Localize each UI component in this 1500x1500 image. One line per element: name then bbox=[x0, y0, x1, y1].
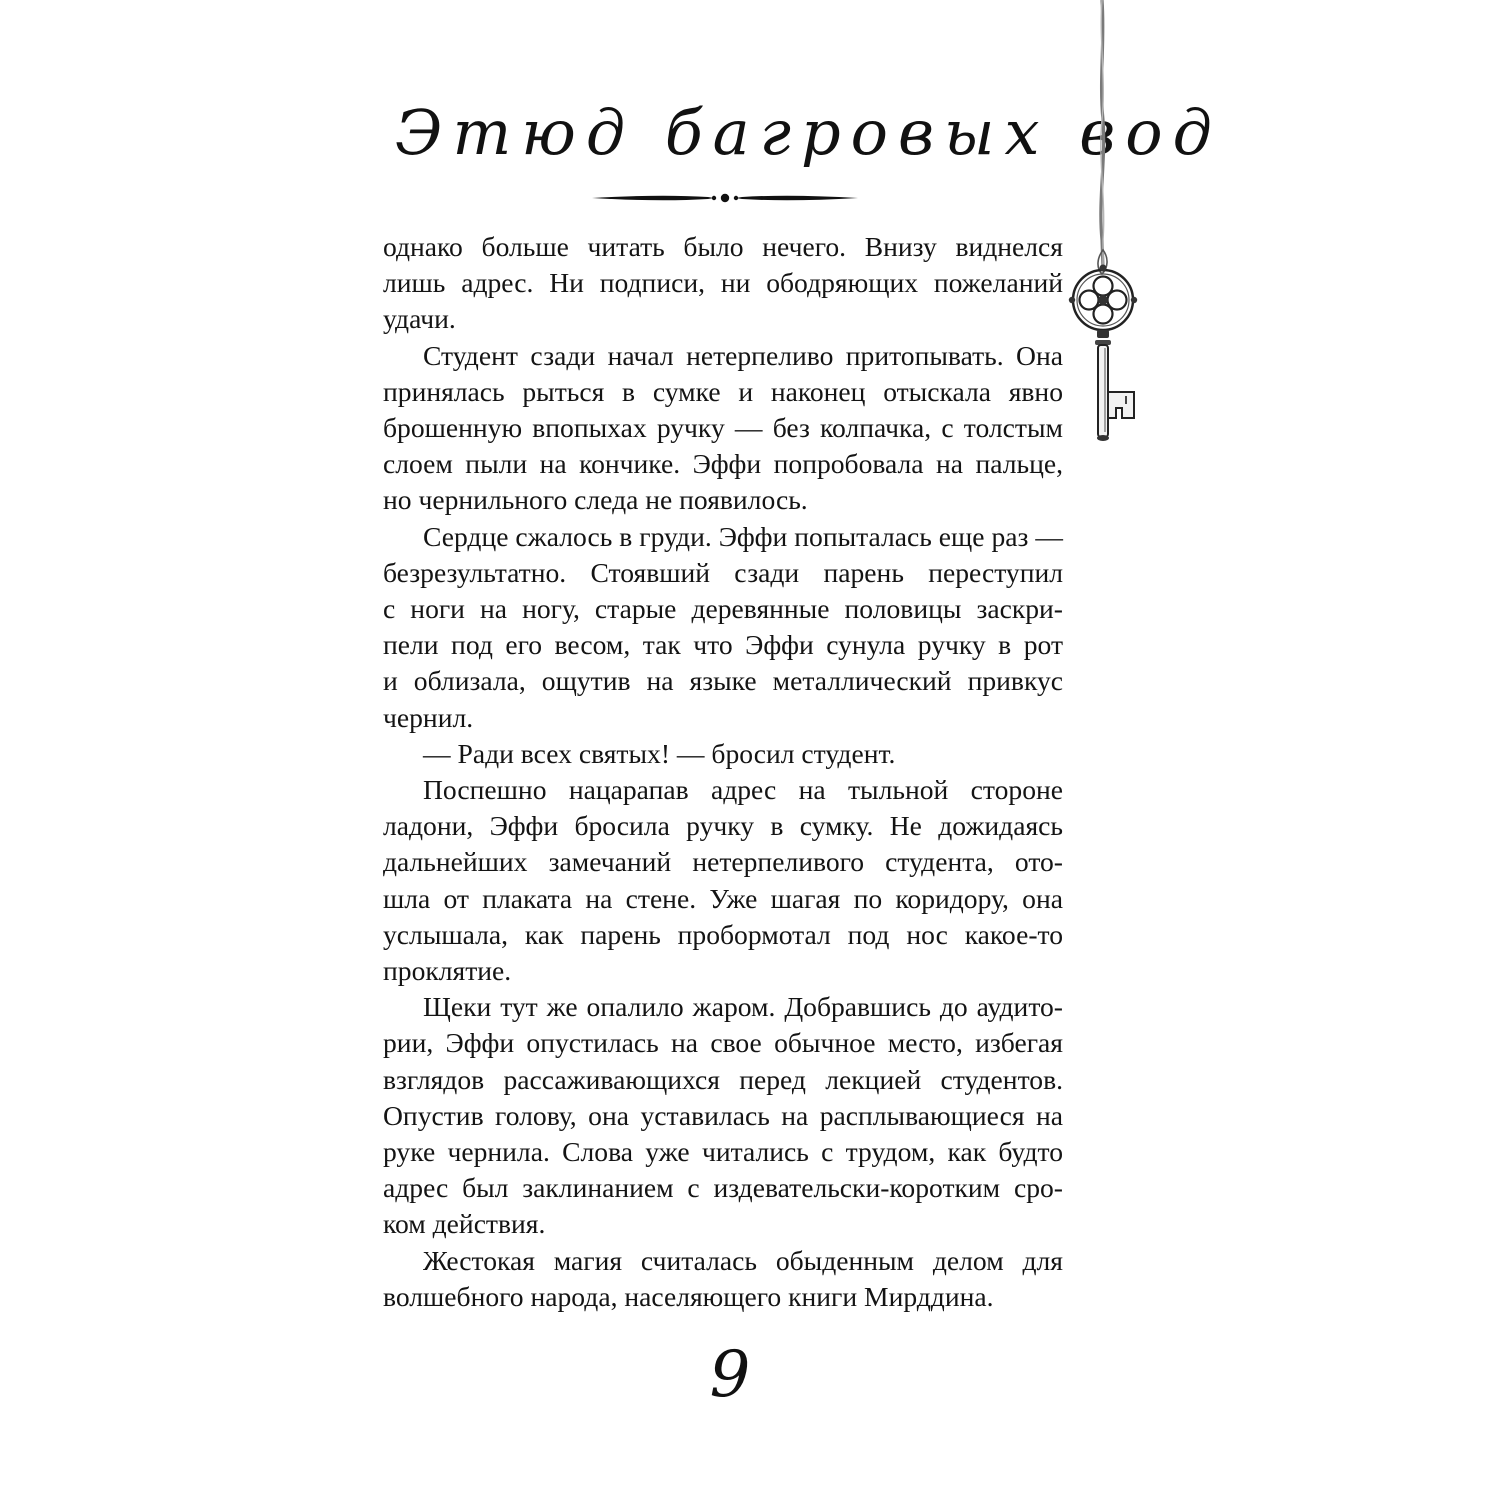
text-line: слоем пыли на кончике. Эффи попробовала на пальце, bbox=[383, 448, 1063, 480]
text-line: принялась рыться в сумке и наконец отыскала явно bbox=[383, 375, 1063, 407]
text-line: лишь адрес. Ни подписи, ни ободряющих пожеланий bbox=[383, 267, 1063, 299]
text-line: безрезультатно. Стоявший сзади парень переступил bbox=[383, 556, 1063, 588]
string-icon bbox=[1098, 0, 1107, 274]
text-line: дальнейших замечаний нетерпеливого студента, ото- bbox=[383, 846, 1063, 878]
text-line: ком действия. bbox=[383, 1208, 546, 1240]
text-line: однако больше читать было нечего. Внизу виднелся bbox=[383, 231, 1063, 262]
text-line: — Ради всех святых! — бросил студент. bbox=[423, 737, 896, 769]
key-icon bbox=[1069, 265, 1137, 442]
text-line: Щеки тут же опалило жаром. Добравшись до аудито- bbox=[423, 991, 1063, 1023]
text-line: Опустив голову, она уставилась на расплывающиеся на bbox=[383, 1099, 1063, 1131]
paragraph bbox=[383, 772, 1063, 989]
text-line: и облизала, ощутив на языке металлический привкус bbox=[383, 665, 1063, 697]
page-number: 9 bbox=[709, 1338, 751, 1412]
text-line: Сердце сжалось в груди. Эффи попыталась еще раз — bbox=[423, 520, 1063, 552]
paragraph bbox=[383, 338, 1063, 519]
text-line: волшебного народа, населяющего книги Мирддина. bbox=[383, 1280, 994, 1312]
text-line: руке чернила. Слова уже читались с трудом, как будто bbox=[383, 1136, 1063, 1168]
text-line: проклятие. bbox=[383, 955, 512, 987]
text-line: удачи. bbox=[383, 303, 456, 335]
text-line: пели под его весом, так что Эффи сунула ручку в рот bbox=[383, 629, 1063, 661]
hanging-key-illustration bbox=[1062, 0, 1152, 450]
paragraph bbox=[383, 519, 1063, 736]
text-line: взглядов рассаживающихся перед лекцией студентов. bbox=[383, 1063, 1063, 1095]
text-line: с ноги на ногу, старые деревянные половицы заскри- bbox=[383, 593, 1063, 625]
text-line: услышала, как парень пробормотал под нос какое-то bbox=[383, 918, 1063, 950]
running-title: Этюд багровых вод bbox=[395, 96, 1222, 169]
body-text bbox=[383, 229, 1063, 1315]
text-line: Студент сзади начал нетерпеливо притопывать. Она bbox=[423, 339, 1063, 371]
paragraph bbox=[383, 1243, 1063, 1315]
paragraph bbox=[383, 229, 1063, 338]
text-line: Поспешно нацарапав адрес на тыльной стороне bbox=[423, 774, 1063, 806]
text-line: чернил. bbox=[383, 701, 474, 733]
text-line: рии, Эффи опустилась на свое обычное место, избегая bbox=[383, 1027, 1063, 1059]
paragraph bbox=[383, 989, 1063, 1242]
text-line: ладони, Эффи бросила ручку в сумку. Не дожидаясь bbox=[383, 810, 1063, 842]
ornament-divider bbox=[590, 188, 860, 208]
text-line: Жестокая магия считалась обыденным делом для bbox=[423, 1244, 1063, 1276]
text-line: но чернильного следа не появилось. bbox=[383, 484, 808, 516]
text-line: адрес был заклинанием с издевательски-коротким сро- bbox=[383, 1172, 1063, 1204]
text-line: шла от плаката на стене. Уже шагая по коридору, она bbox=[383, 882, 1063, 914]
text-line: брошенную впопыхах ручку — без колпачка, с толстым bbox=[383, 412, 1063, 444]
paragraph bbox=[383, 736, 1063, 772]
